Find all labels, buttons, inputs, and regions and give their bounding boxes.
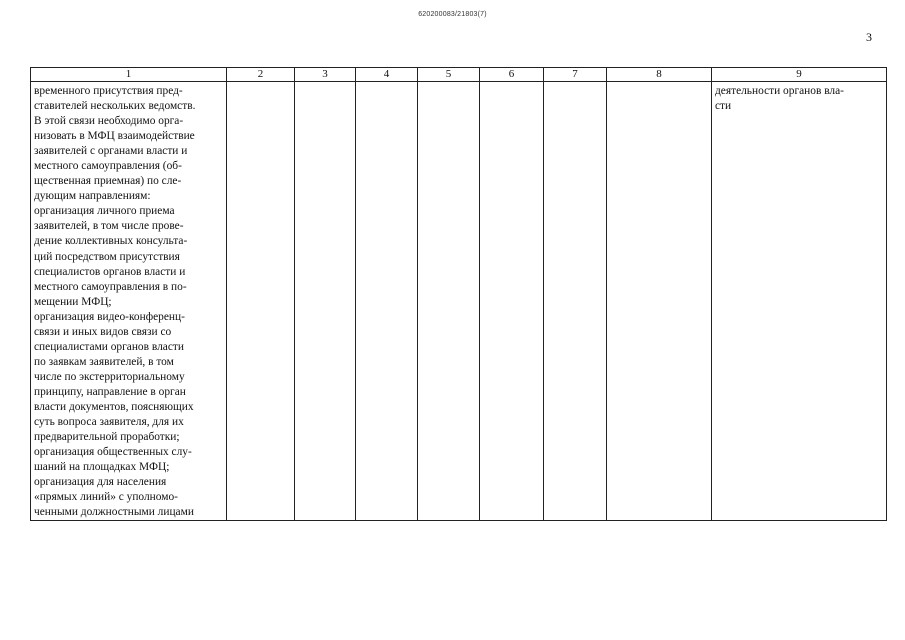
column-number-2: 2 (227, 68, 295, 82)
text-line: дующим направлениям: (34, 190, 151, 203)
text-line: шаний на площадках МФЦ; (34, 461, 170, 474)
cell-col3 (295, 82, 356, 521)
text-line: числе по экстерриториальному (34, 370, 185, 383)
cell-col8 (607, 82, 712, 521)
text-line: сти (715, 100, 732, 113)
text-line: заявителей с органами власти и (34, 145, 188, 158)
column-number-3: 3 (295, 68, 356, 82)
text-line: мещении МФЦ; (34, 295, 112, 308)
document-code: 620200083/21803(7) (418, 11, 487, 18)
text-line: местного самоуправления в по- (34, 280, 187, 293)
text-line: ставителей нескольких ведомств. (34, 100, 196, 113)
text-line: низовать в МФЦ взаимодействие (34, 130, 195, 143)
text-line: специалистов органов власти и (34, 265, 186, 278)
text-line: власти документов, поясняющих (34, 400, 194, 413)
text-line: принципу, направление в орган (34, 385, 186, 398)
col1-text (31, 82, 226, 520)
text-line: В этой связи необходимо орга- (34, 115, 184, 128)
cell-col2 (227, 82, 295, 521)
column-number-8: 8 (607, 68, 712, 82)
text-line: организация видео-конференц- (34, 310, 185, 323)
text-line: специалистами органов власти (34, 340, 184, 353)
document-table (30, 67, 887, 521)
text-line: организация личного приема (34, 205, 175, 218)
text-line: дение коллективных консульта- (34, 235, 188, 248)
column-number-9: 9 (712, 68, 887, 82)
text-line: местного самоуправления (об- (34, 160, 182, 173)
table-row (31, 82, 887, 521)
cell-col7 (544, 82, 607, 521)
page-number: 3 (866, 30, 872, 44)
cell-col5 (418, 82, 480, 521)
text-line: по заявкам заявителей, в том (34, 355, 174, 368)
column-number-5: 5 (418, 68, 480, 82)
text-line: деятельности органов вла- (715, 85, 844, 97)
column-number-7: 7 (544, 68, 607, 82)
column-number-1: 1 (31, 68, 227, 82)
text-line: щественная приемная) по сле- (34, 175, 182, 188)
text-line: ченными должностными лицами (34, 506, 194, 519)
column-number-4: 4 (356, 68, 418, 82)
col9-text (712, 82, 886, 114)
cell-col1 (31, 82, 227, 521)
text-line: ций посредством присутствия (34, 250, 180, 263)
text-line: организация для населения (34, 476, 167, 489)
column-number-6: 6 (480, 68, 544, 82)
text-line: заявителей, в том числе прове- (34, 220, 184, 233)
table-header-row (31, 68, 887, 82)
text-line: предварительной проработки; (34, 431, 180, 444)
text-line: организация общественных слу- (34, 446, 192, 459)
cell-col4 (356, 82, 418, 521)
text-line: суть вопроса заявителя, для их (34, 416, 184, 429)
cell-col6 (480, 82, 544, 521)
text-line: «прямых линий» с уполномо- (34, 491, 178, 504)
cell-col9 (712, 82, 887, 521)
text-line: временного присутствия пред- (34, 85, 183, 97)
text-line: связи и иных видов связи со (34, 325, 172, 338)
